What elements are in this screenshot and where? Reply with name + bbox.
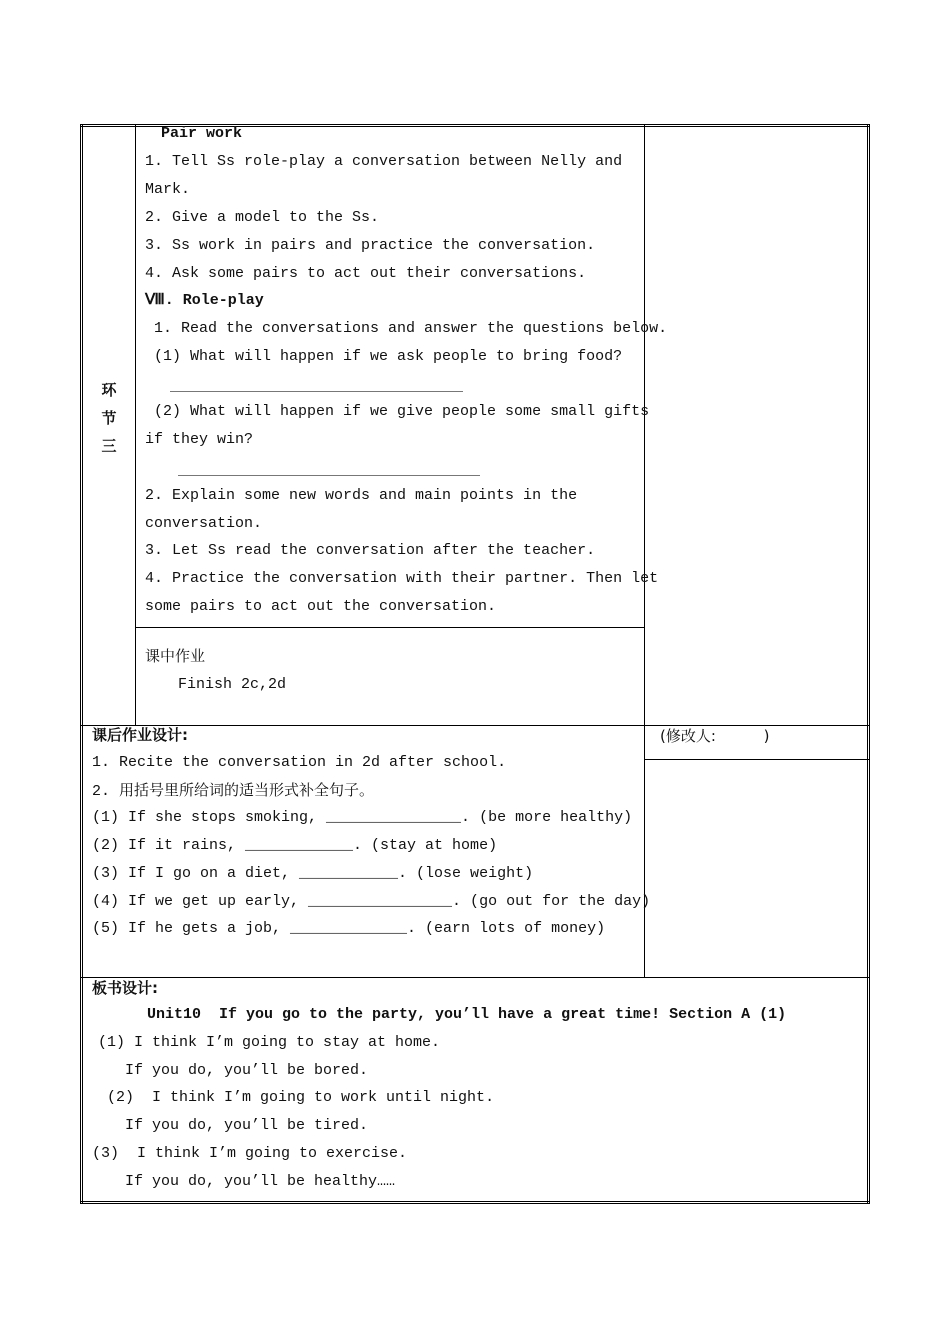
in-class-homework-task: Finish 2c,2d bbox=[178, 676, 287, 693]
board-design-line: (3) I think I’m going to exercise. bbox=[92, 1145, 408, 1162]
pair-work-step: 4. Ask some pairs to act out their conversations. bbox=[145, 265, 587, 282]
board-design-line: If you do, you’ll be healthy…… bbox=[98, 1173, 396, 1190]
in-class-divider bbox=[135, 627, 644, 628]
homework-item bbox=[92, 776, 374, 806]
pair-work-step: 1. Tell Ss role-play a conversation between Nelly and bbox=[145, 153, 623, 170]
after-class-homework-title: 课后作业设计: bbox=[92, 726, 188, 744]
role-play-line: some pairs to act out the conversation. bbox=[145, 598, 497, 615]
role-play-line: if they win? bbox=[145, 431, 254, 448]
reviser-divider bbox=[644, 759, 870, 760]
pair-work-step: Mark. bbox=[145, 181, 191, 198]
answer-blank bbox=[178, 475, 480, 476]
homework-item: 1. Recite the conversation in 2d after school. bbox=[92, 754, 507, 771]
homework-item-instruction: 用括号里所给词的适当形式补全句子。 bbox=[119, 781, 375, 799]
border-left-inner bbox=[82, 124, 83, 1204]
board-design-title: 板书设计: bbox=[92, 979, 158, 997]
section-label-char: 环 bbox=[101, 381, 117, 399]
role-play-line: 2. Explain some new words and main points in the bbox=[145, 487, 578, 504]
pair-work-step: 2. Give a model to the Ss. bbox=[145, 209, 380, 226]
section-label bbox=[100, 376, 118, 460]
board-design-line: If you do, you’ll be tired. bbox=[98, 1117, 369, 1134]
board-design-line: (2) I think I’m going to work until night. bbox=[98, 1089, 495, 1106]
role-play-question: (1) What will happen if we ask people to bring food? bbox=[145, 348, 623, 365]
role-play-title: Ⅷ. Role-play bbox=[145, 292, 264, 309]
homework-item-number: 2. bbox=[92, 783, 120, 800]
fill-in-sentence: (2) If it rains, ____________. (stay at home) bbox=[92, 837, 498, 854]
fill-in-sentence: (5) If he gets a job, _____________. (earn lots of money) bbox=[92, 920, 606, 937]
role-play-line: 1. Read the conversations and answer the questions below. bbox=[145, 320, 668, 337]
board-design-heading: Unit10 If you go to the party, you’ll have a great time! Section A (1) bbox=[147, 1006, 787, 1023]
border-right-inner bbox=[867, 124, 868, 1204]
board-design-line: (1) I think I’m going to stay at home. bbox=[98, 1034, 441, 1051]
board-divider bbox=[80, 977, 870, 978]
fill-in-sentence: (1) If she stops smoking, _______________. (be more healthy) bbox=[92, 809, 633, 826]
side-label-divider bbox=[135, 124, 136, 725]
border-bottom bbox=[80, 1203, 870, 1204]
role-play-line: 4. Practice the conversation with their partner. Then let bbox=[145, 570, 659, 587]
section-label-char: 节 bbox=[101, 409, 117, 427]
role-play-line: conversation. bbox=[145, 515, 263, 532]
pair-work-title: Pair work bbox=[161, 125, 243, 142]
role-play-question: (2) What will happen if we give people some small gifts bbox=[145, 403, 650, 420]
reviser-label: (修改人: ) bbox=[660, 727, 770, 745]
answer-blank bbox=[170, 391, 463, 392]
pair-work-step: 3. Ss work in pairs and practice the conversation. bbox=[145, 237, 596, 254]
fill-in-sentence: (3) If I go on a diet, ___________. (lose weight) bbox=[92, 865, 534, 882]
section-label-char: 三 bbox=[101, 437, 117, 455]
border-right bbox=[869, 124, 870, 1204]
notes-column-divider bbox=[644, 124, 645, 978]
role-play-line: 3. Let Ss read the conversation after the teacher. bbox=[145, 542, 596, 559]
border-left bbox=[80, 124, 81, 1204]
fill-in-sentence: (4) If we get up early, ________________. (go out for the day) bbox=[92, 893, 651, 910]
board-design-line: If you do, you’ll be bored. bbox=[98, 1062, 369, 1079]
in-class-homework-title: 课中作业 bbox=[145, 647, 206, 665]
border-bottom-inner bbox=[80, 1201, 870, 1202]
